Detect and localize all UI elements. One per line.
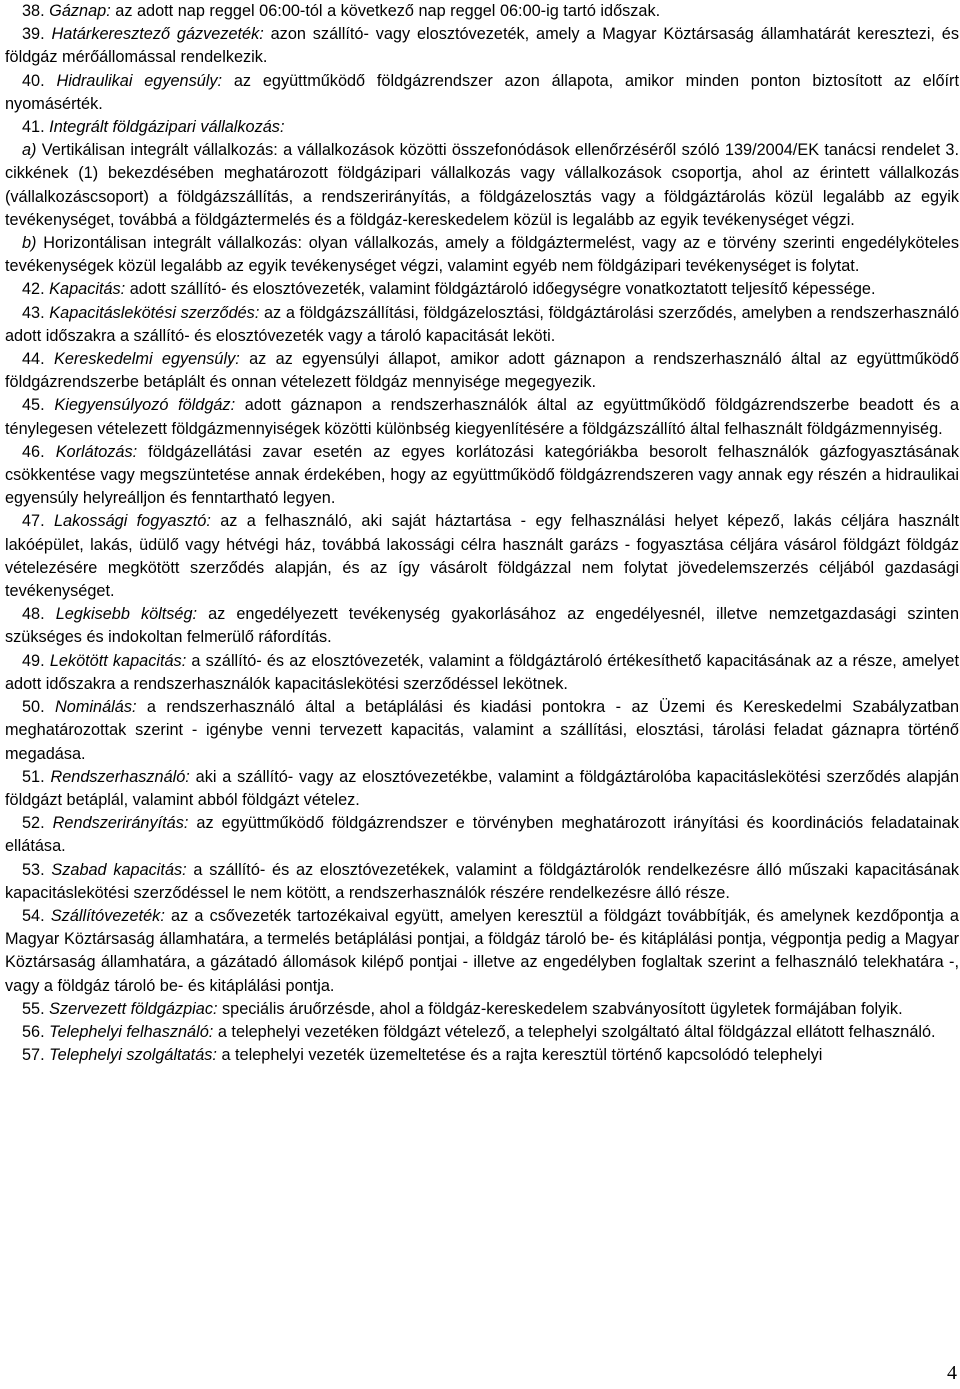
definition-item bbox=[5, 859, 959, 905]
item-number: 44. bbox=[22, 350, 45, 369]
definition-text: a szállító- és az elosztóvezetékek, valamint a földgáztárolók rendelkezésre álló műszaki kapacitásának kapacitáslekötési szerződéssel le nem kötött, a rendszerhasználók részére rendelkezésre álló része. bbox=[5, 860, 959, 902]
definition-item bbox=[5, 0, 959, 23]
definition-item bbox=[5, 348, 959, 394]
definition-item bbox=[5, 812, 959, 858]
defined-term: a) bbox=[22, 141, 37, 160]
defined-term: Rendszerirányítás: bbox=[52, 814, 189, 833]
defined-term: Kapacitáslekötési szerződés: bbox=[49, 303, 260, 322]
defined-term: Lekötött kapacitás: bbox=[49, 651, 187, 670]
defined-term: Szabad kapacitás: bbox=[51, 860, 187, 879]
defined-term: Lakossági fogyasztó: bbox=[54, 512, 211, 531]
defined-term: Kiegyensúlyozó földgáz: bbox=[54, 396, 236, 415]
item-number: 52. bbox=[22, 814, 45, 833]
defined-term: Korlátozás: bbox=[55, 442, 138, 461]
defined-term: Kapacitás: bbox=[49, 280, 126, 299]
defined-term: Nominálás: bbox=[55, 698, 137, 717]
page-number: 4 bbox=[947, 1362, 957, 1384]
definition-item bbox=[5, 139, 959, 232]
definitions-list bbox=[5, 0, 959, 1067]
item-number: 49. bbox=[22, 651, 45, 670]
definition-item bbox=[5, 650, 959, 696]
definition-item bbox=[5, 302, 959, 348]
definition-item bbox=[5, 70, 959, 116]
item-number: 47. bbox=[22, 512, 45, 531]
definition-text: a telephelyi vezeték üzemeltetése és a rajta keresztül történő kapcsolódó telephelyi bbox=[216, 1046, 823, 1065]
definition-text: a szállító- és az elosztóvezeték, valamint a földgáztároló értékesíthető kapacitásának az a része, amelyet adott időszakra a rendszerhasználók kapacitáslekötési szerződéssel lekötnek. bbox=[5, 651, 959, 693]
definition-text: az együttműködő földgázrendszer e törvényben meghatározott irányítási és koordinációs feladatainak ellátása. bbox=[5, 814, 960, 856]
definition-text: a telephelyi vezetéken földgázt vételező, a telephelyi szolgáltató által földgázzal ellátott felhasználó. bbox=[213, 1022, 936, 1041]
defined-term: b) bbox=[22, 234, 37, 253]
definition-item bbox=[5, 394, 959, 440]
definition-item bbox=[5, 905, 959, 998]
definition-text: az a csővezeték tartozékaival együtt, amelyen keresztül a földgázt továbbítják, és amelynek kezdőpontja a Magyar Köztársaság államhatára, a termelés betáplálási pontjai, a földgáz tároló be- és kitáplálási pontja, végpontja pedig a Magyar Köztársaság államhatára, a gázátadó állomások kilépő pontjai - illetve az engedélyben foglaltak szerint a felhasználó telekhatára -, vagy a földgáz tároló be- és kitáplálási pontja. bbox=[5, 906, 959, 995]
item-number: 48. bbox=[22, 605, 45, 624]
definition-text: Horizontálisan integrált vállalkozás: olyan vállalkozás, amely a földgáztermelést, vagy az e törvény szerinti engedélyköteles tevékenységek közül legalább az egyik tevékenységet végzi, valamint egyéb nem földgázipari tevékenységet is folytat. bbox=[5, 234, 959, 276]
definition-item bbox=[5, 696, 959, 766]
definition-text: földgázellátási zavar esetén az egyes korlátozási kategóriákba besorolt felhasználók gázfogyasztásának csökkentése vagy megszüntetése annak érdekében, hogy az együttműködő földgázrendszeren vagy annak egy részén a hidraulikai egyensúly helyreálljon és fenntartható legyen. bbox=[5, 442, 959, 508]
defined-term: Hidraulikai egyensúly: bbox=[56, 71, 223, 90]
definition-text: Vertikálisan integrált vállalkozás: a vállalkozások közötti összefonódások ellenőrzéséről szóló 139/2004/EK tanácsi rendelet 3. cikkének (1) bekezdésében meghatározott földgázipari vállalkozás vagy vállalkozások csoportja, ahol az érintett vállalkozás (vállalkozáscsoport) a földgázszállítás, a rendszerirányítás, a földgázelosztás vagy a földgáztárolás közül legalább az egyik tevékenységet, továbbá a földgáztermelés és a földgáz-kereskedelem közül is legalább az egyik tevékenységet végzi. bbox=[5, 141, 959, 229]
definition-text: aki a szállító- vagy az elosztóvezetékbe, valamint a földgáztárolóba kapacitáslekötési szerződés alapján földgázt betáplál, valamint abból földgázt vételez. bbox=[5, 767, 960, 809]
definition-text: azon szállító- vagy elosztóvezeték, amely a Magyar Köztársaság államhatárát keresztezi, és földgáz mérőállomással rendelkezik. bbox=[5, 25, 959, 67]
definition-item bbox=[5, 766, 959, 812]
item-number: 46. bbox=[22, 442, 45, 461]
definition-item bbox=[5, 232, 959, 278]
item-number: 57. bbox=[22, 1046, 45, 1065]
definition-item bbox=[5, 603, 959, 649]
item-number: 55. bbox=[22, 999, 45, 1018]
definition-text: az adott nap reggel 06:00-tól a következő nap reggel 06:00-ig tartó időszak. bbox=[110, 2, 661, 20]
definition-item bbox=[5, 116, 959, 139]
document-page bbox=[5, 0, 959, 1067]
defined-term: Szervezett földgázpiac: bbox=[49, 999, 218, 1018]
defined-term: Telephelyi felhasználó: bbox=[49, 1022, 214, 1041]
defined-term: Szállítóvezeték: bbox=[50, 906, 165, 925]
defined-term: Kereskedelmi egyensúly: bbox=[53, 350, 240, 369]
definition-text: adott szállító- és elosztóvezeték, valamint földgáztároló időegységre vonatkoztatott teljesítő képessége. bbox=[125, 280, 876, 299]
definition-item bbox=[5, 1021, 959, 1044]
definition-text: az az egyensúlyi állapot, amikor adott gáznapon a rendszerhasználó által az együttműködő földgázrendszerbe betáplált és onnan vételezett földgáz mennyisége megegyezik. bbox=[5, 350, 959, 392]
item-number: 54. bbox=[22, 906, 45, 925]
definition-text: az engedélyezett tevékenység gyakorlásához az engedélyesnél, illetve nemzetgazdasági szinten szükséges és indokoltan felmerülő ráfordítás. bbox=[5, 605, 959, 647]
definition-text: az a földgázszállítási, földgázelosztási, földgáztárolási szerződés, amelyben a rendszerhasználó adott időszakra a szállító- és elosztóvezeték vagy a tároló kapacitását leköti. bbox=[5, 303, 959, 345]
defined-term: Telephelyi szolgáltatás: bbox=[49, 1046, 217, 1065]
defined-term: Határkeresztező gázvezeték: bbox=[51, 25, 264, 44]
definition-text: az együttműködő földgázrendszer azon állapota, amikor minden ponton biztosított az előírt nyomásérték. bbox=[5, 71, 960, 113]
definition-item bbox=[5, 1044, 959, 1067]
item-number: 53. bbox=[22, 860, 45, 879]
definition-text: a rendszerhasználó által a betáplálási és kiadási pontokra - az Üzemi és Kereskedelmi Szabályzatban meghatározottak szerint - igénybe venni tervezett kapacitás, valamint a szállítási, elosztási, tárolási feladat gáznapra történő megadása. bbox=[5, 698, 959, 763]
item-number: 38. bbox=[22, 2, 45, 20]
definition-item bbox=[5, 998, 959, 1021]
definition-text: az a felhasználó, aki saját háztartása - egy felhasználási helyet képező, lakás céljára használt lakóépület, lakás, üdülő vagy hétvégi ház, továbbá lakossági célra használt garázs - fogyasztása céljára vásárol földgázt földgáz vételezésére megkötött szerződés alapján, és az így vásárolt földgázzal nem folytat jövedelemszerzés céljából gazdasági tevékenységet. bbox=[5, 512, 959, 601]
item-number: 43. bbox=[22, 303, 45, 322]
definition-item bbox=[5, 23, 959, 69]
definition-item bbox=[5, 441, 959, 511]
item-number: 40. bbox=[22, 71, 45, 90]
item-number: 42. bbox=[22, 280, 45, 299]
definition-text: speciális áruőrzésde, ahol a földgáz-kereskedelem szabványosított ügyletek formájában folyik. bbox=[217, 999, 903, 1018]
defined-term: Integrált földgázipari vállalkozás: bbox=[49, 118, 285, 137]
definition-item bbox=[5, 510, 959, 603]
defined-term: Legkisebb költség: bbox=[55, 605, 198, 624]
definition-item bbox=[5, 278, 959, 301]
item-number: 41. bbox=[22, 118, 45, 137]
definition-text: adott gáznapon a rendszerhasználók által az együttműködő földgázrendszerbe beadott és a ténylegesen vételezett földgázmennyiségek közötti különbség kiegyenlítésére a földgázszállító által felhasznált földgázmennyiség. bbox=[5, 396, 960, 438]
defined-term: Gáznap: bbox=[49, 2, 111, 20]
item-number: 56. bbox=[22, 1022, 45, 1041]
item-number: 50. bbox=[22, 698, 45, 717]
item-number: 51. bbox=[22, 767, 45, 786]
item-number: 39. bbox=[22, 25, 45, 44]
defined-term: Rendszerhasználó: bbox=[50, 767, 190, 786]
item-number: 45. bbox=[22, 396, 45, 415]
